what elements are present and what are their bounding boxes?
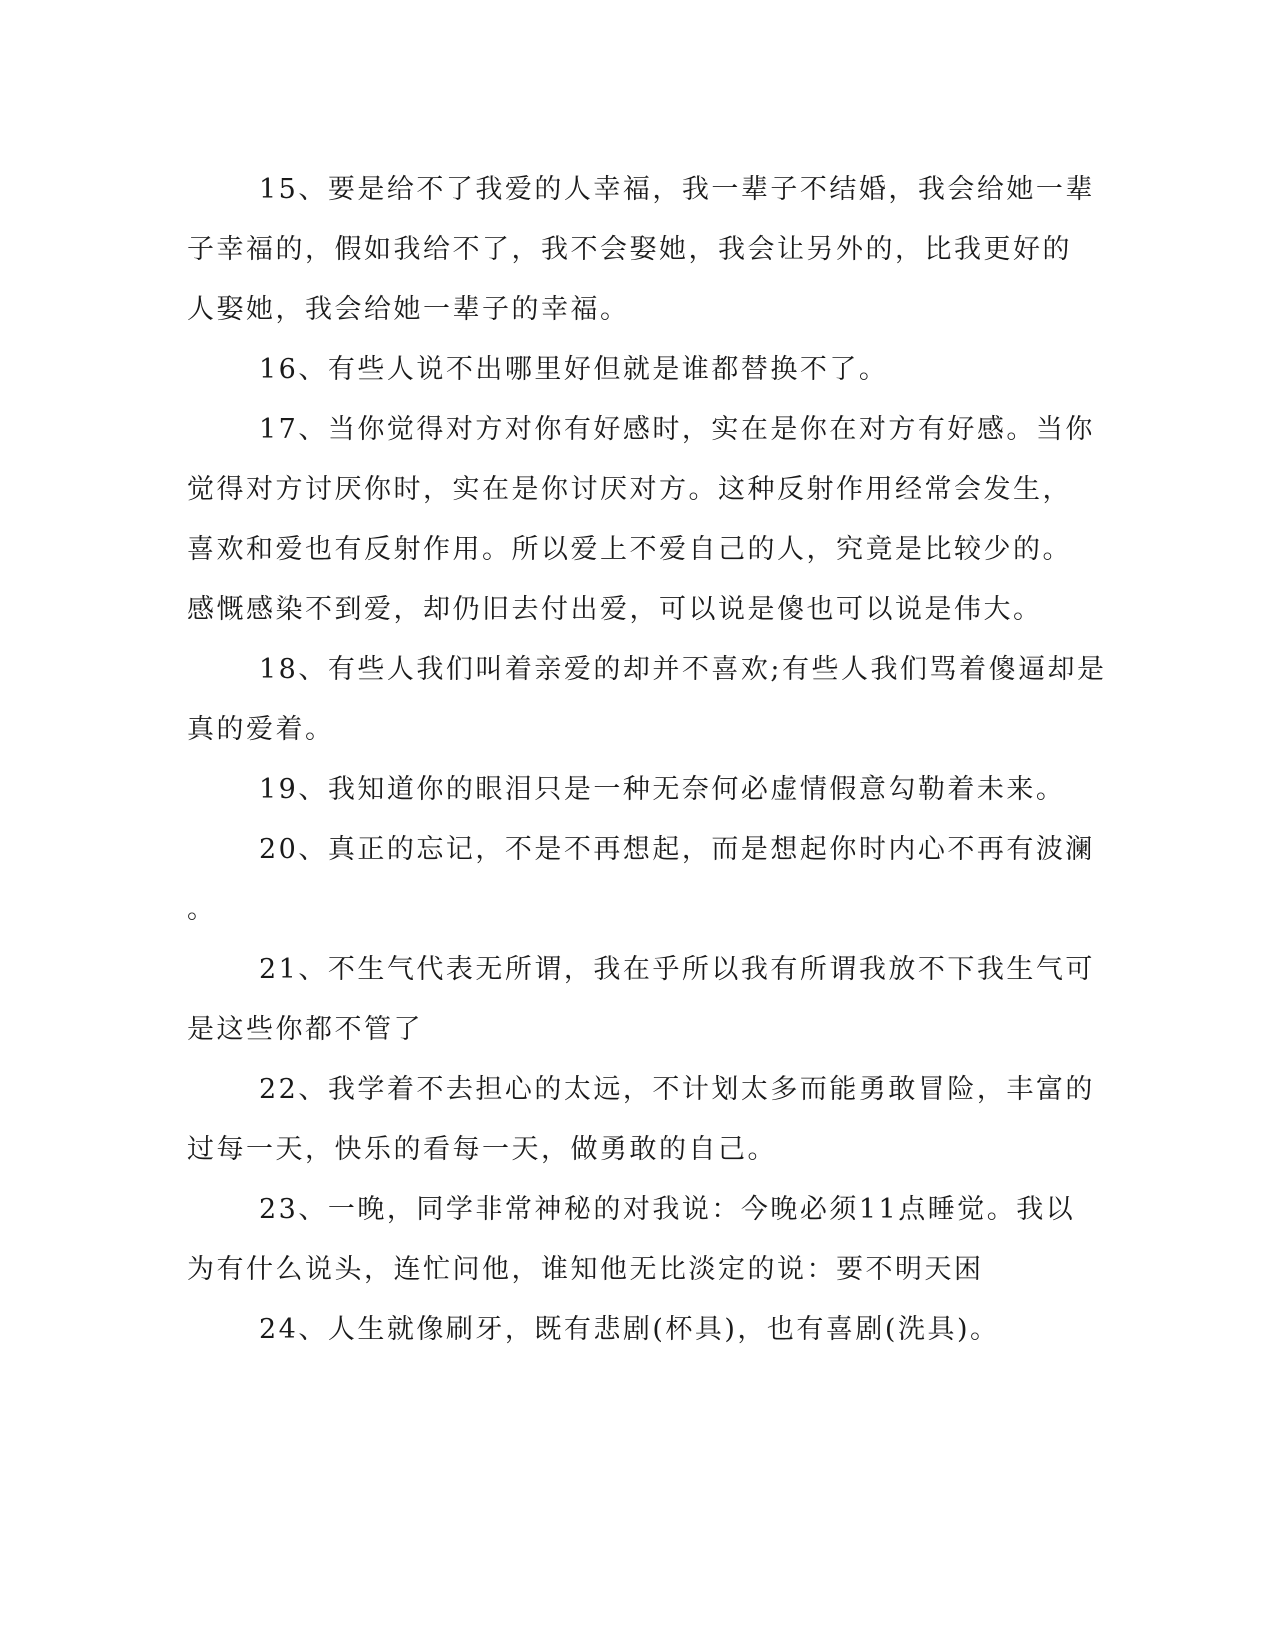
text-line: 。 <box>187 894 217 925</box>
paragraph-24 <box>187 1300 1087 1360</box>
text-line: 人娶她，我会给她一辈子的幸福。 <box>187 294 630 325</box>
text-line: 24、人生就像刷牙，既有悲剧(杯具)，也有喜剧(洗具)。 <box>259 1314 1000 1345</box>
paragraph-17 <box>187 400 1095 640</box>
text-line: 子幸福的，假如我给不了，我不会娶她，我会让另外的，比我更好的 <box>187 234 1072 265</box>
text-line: 15、要是给不了我爱的人幸福，我一辈子不结婚，我会给她一辈 <box>259 174 1095 205</box>
text-line: 20、真正的忘记，不是不再想起，而是想起你时内心不再有波澜 <box>259 834 1095 865</box>
text-line: 18、有些人我们叫着亲爱的却并不喜欢;有些人我们骂着傻逼却是 <box>259 654 1107 685</box>
text-line: 觉得对方讨厌你时，实在是你讨厌对方。这种反射作用经常会发生， <box>187 474 1072 505</box>
text-line: 是这些你都不管了 <box>187 1014 423 1045</box>
text-line: 22、我学着不去担心的太远，不计划太多而能勇敢冒险，丰富的 <box>259 1074 1095 1105</box>
text-line: 17、当你觉得对方对你有好感时，实在是你在对方有好感。当你 <box>259 414 1095 445</box>
paragraph-16 <box>187 340 1087 400</box>
document-body <box>187 160 1107 1360</box>
paragraph-21 <box>187 940 1095 1060</box>
paragraph-19 <box>187 760 1087 820</box>
paragraph-22 <box>187 1060 1095 1180</box>
text-line: 21、不生气代表无所谓，我在乎所以我有所谓我放不下我生气可 <box>259 954 1095 985</box>
text-line: 感慨感染不到爱，却仍旧去付出爱，可以说是傻也可以说是伟大。 <box>187 594 1043 625</box>
text-line: 真的爱着。 <box>187 714 335 745</box>
paragraph-20 <box>187 820 1095 940</box>
text-line: 过每一天，快乐的看每一天，做勇敢的自己。 <box>187 1134 777 1165</box>
text-line: 为有什么说头，连忙问他，谁知他无比淡定的说：要不明天困 <box>187 1254 984 1285</box>
text-line: 喜欢和爱也有反射作用。所以爱上不爱自己的人，究竟是比较少的。 <box>187 534 1072 565</box>
paragraph-23 <box>187 1180 1087 1300</box>
text-line: 19、我知道你的眼泪只是一种无奈何必虚情假意勾勒着未来。 <box>259 774 1066 805</box>
paragraph-15 <box>187 160 1095 340</box>
paragraph-18 <box>187 640 1107 760</box>
text-line: 23、一晚，同学非常神秘的对我说：今晚必须11点睡觉。我以 <box>259 1194 1076 1225</box>
text-line: 16、有些人说不出哪里好但就是谁都替换不了。 <box>259 354 889 385</box>
